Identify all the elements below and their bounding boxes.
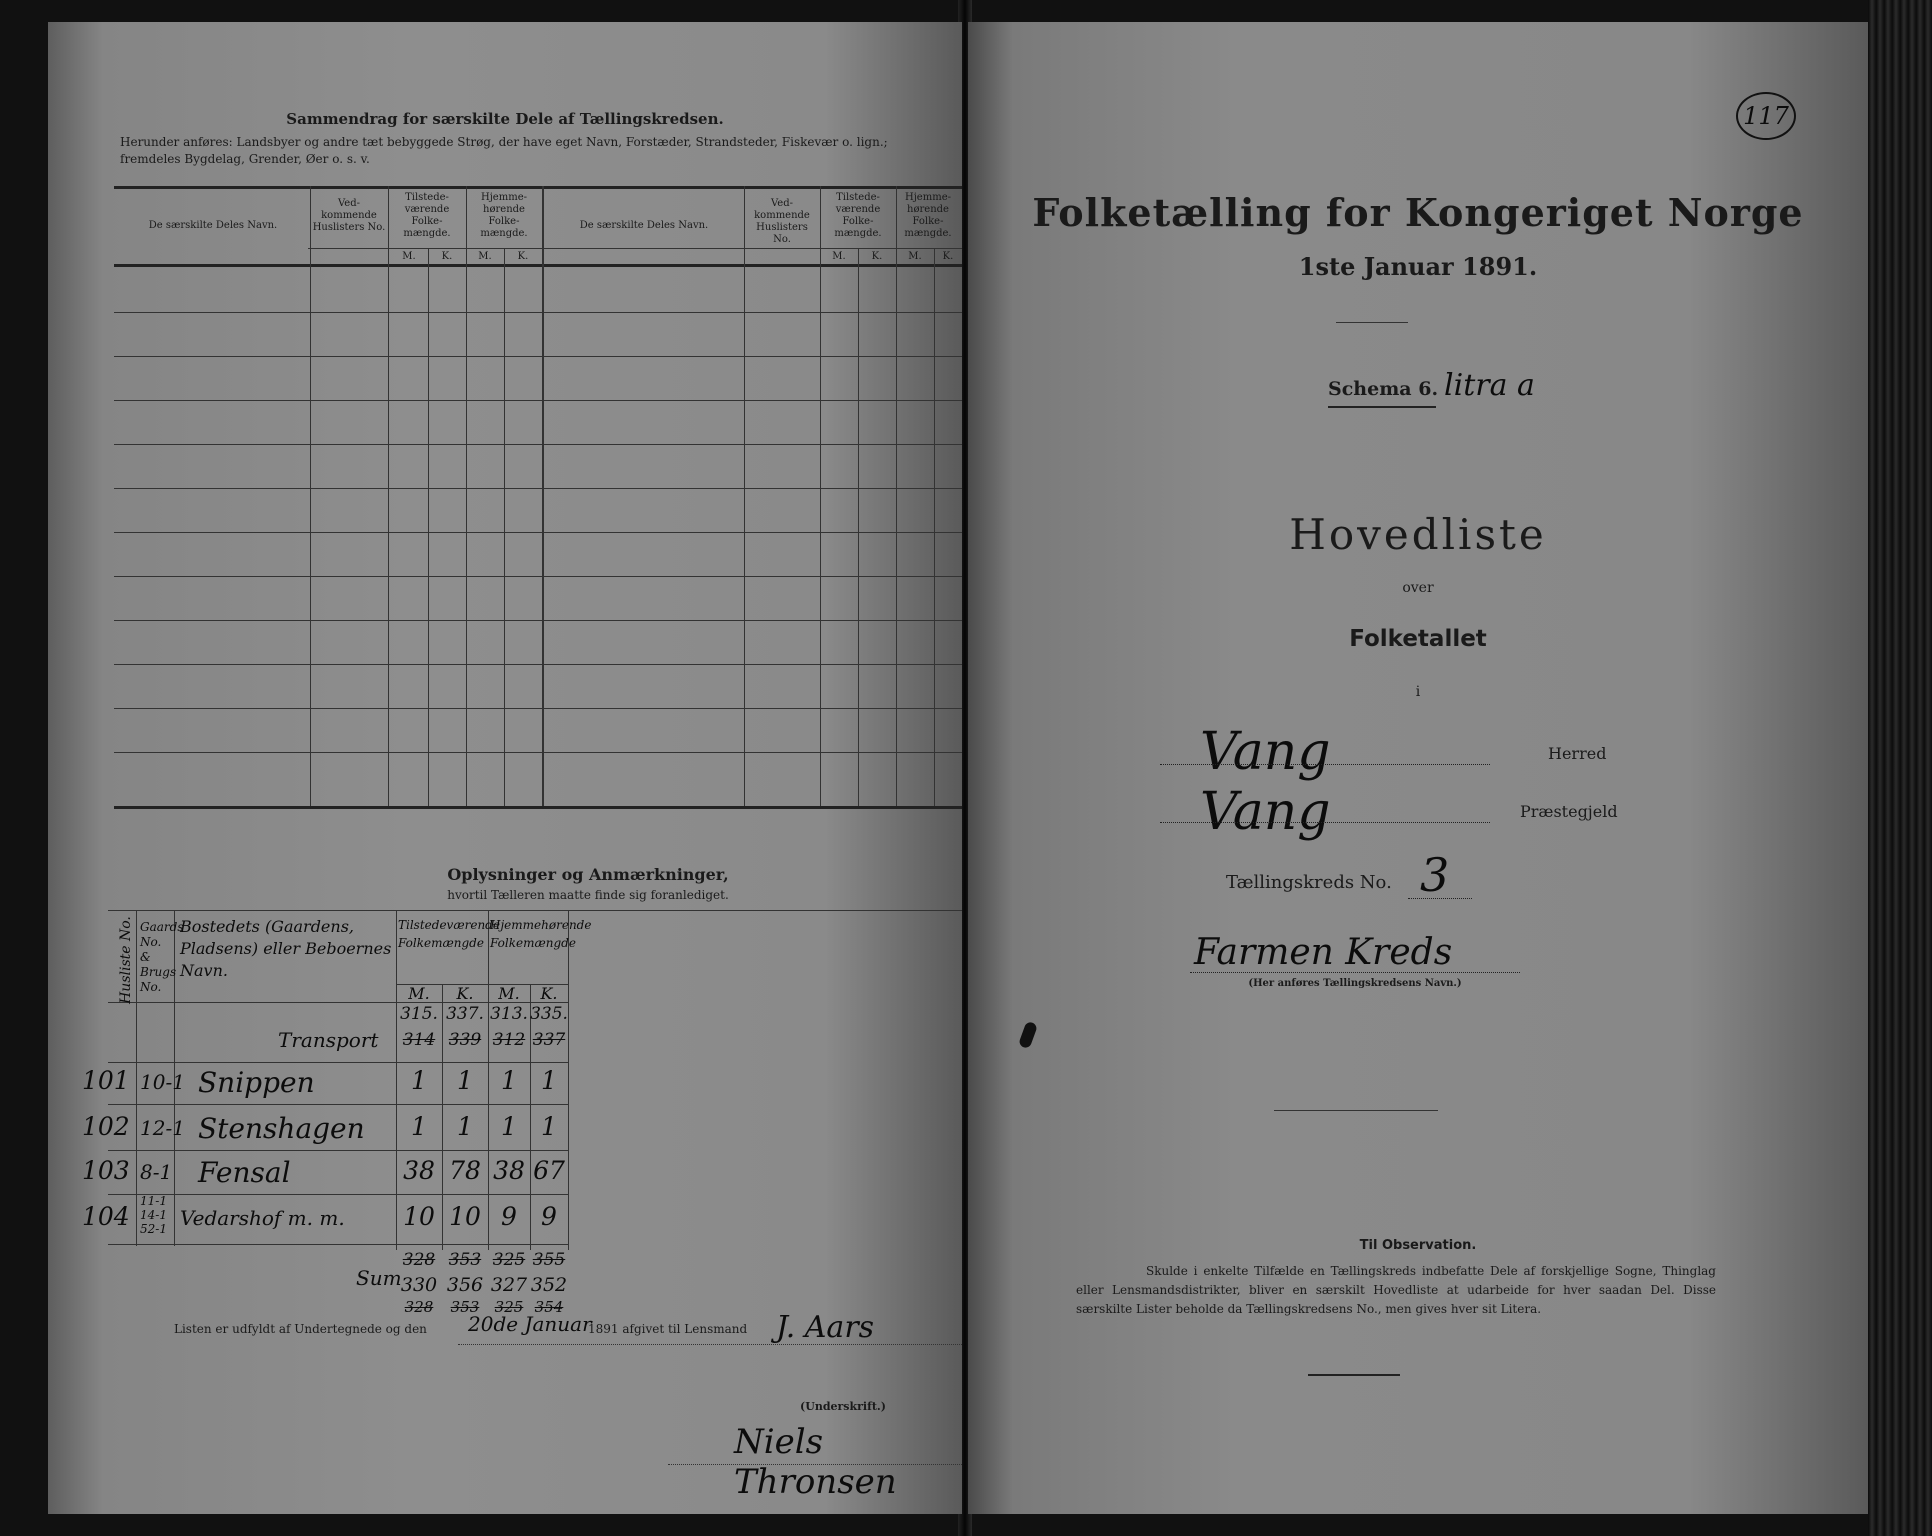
page-number: 117 [1736,92,1796,140]
footer-year: 1891 afgivet til Lensmand [588,1322,748,1336]
schema-label: Schema 6. [1328,378,1439,400]
summary-col-k: K. [441,251,453,262]
row-name: Snippen [198,1066,315,1099]
row-gaard-no: 10-1 [140,1070,185,1094]
left-page [48,22,962,1514]
summary-col-k-2: K. [942,251,954,262]
book-edge [1868,0,1932,1536]
kreds-value: 3 [1420,848,1450,902]
ink-blot-icon [1018,1021,1038,1050]
summary-col-name: De særskilte Deles Navn. [148,220,278,231]
transport-m1: 315. [400,1004,438,1024]
kreds-name-hint: (Her anføres Tællingskredsens Navn.) [1248,978,1462,989]
notes-col-m2: M. [498,984,520,1003]
sum-struck-m2: 325 [494,1298,524,1316]
notes-col-k1: K. [456,984,474,1003]
kreds-name: Farmen Kreds [1194,932,1453,973]
row-husliste-no: 103 [82,1156,130,1185]
notes-title: Oplysninger og Anmærkninger, [447,865,729,884]
row-m1: 10 [403,1202,435,1231]
transport-m2-old: 312 [492,1030,526,1050]
herred-value: Vang [1200,722,1331,782]
notes-col-gaards: Gaards No. & Brugs No. [140,920,184,994]
summary-col-name-2: De særskilte Deles Navn. [579,220,709,231]
row-m2: 1 [501,1066,517,1095]
transport-k1-old: 339 [448,1030,482,1050]
signature: Niels Thronsen [734,1422,897,1502]
sum-old-m1: 328 [402,1250,436,1270]
summary-col-m: M. [478,251,492,262]
sum-new-m2: 327 [490,1274,528,1296]
sum-old-k2: 355 [532,1250,566,1270]
row-m2: 1 [501,1112,517,1141]
row-m2: 9 [501,1202,517,1231]
i-text: i [1415,684,1421,700]
row-k2: 1 [541,1066,557,1095]
right-page [968,22,1868,1514]
summary-col-m: M. [402,251,416,262]
sum-old-m2: 325 [492,1250,526,1270]
row-husliste-no: 101 [82,1066,130,1095]
page-title: Folketælling for Kongeriget Norge [1032,190,1804,235]
row-m2: 38 [493,1156,525,1185]
kreds-label: Tællingskreds No. [1226,872,1392,893]
folketallet-heading: Folketallet [1349,626,1487,652]
herred-label: Herred [1548,744,1607,763]
underskrift-label: (Underskrift.) [800,1400,886,1413]
row-k1: 10 [449,1202,481,1231]
sum-label: Sum [356,1266,402,1290]
notes-col-husliste: Husliste No. [118,916,134,1004]
transport-k1: 337. [446,1004,484,1024]
row-k2: 9 [541,1202,557,1231]
notes-col-m1: M. [408,984,430,1003]
notes-col-k2: K. [540,984,558,1003]
row-m1: 38 [403,1156,435,1185]
litera-value: litra a [1444,368,1535,403]
row-gaard-no: 8-1 [140,1160,173,1184]
summary-col-resident-2: Hjemme-hørende Folke-mængde. [904,192,952,239]
row-husliste-no: 102 [82,1112,130,1141]
row-gaard-no: 12-1 [140,1116,185,1140]
summary-col-m-2: M. [832,251,846,262]
notes-col-resident: Hjemmehørende Folkemængde [490,918,592,950]
summary-col-list-no: Ved-kommende Huslisters No. [312,198,386,233]
row-k1: 1 [457,1066,473,1095]
row-name: Vedarshof m. m. [180,1206,345,1230]
row-m1: 1 [411,1066,427,1095]
row-name: Fensal [198,1156,291,1189]
sum-struck-k1: 353 [450,1298,480,1316]
over-text: over [1402,580,1434,596]
prestegjeld-value: Vang [1200,782,1331,842]
hovedliste-heading: Hovedliste [1289,510,1547,559]
row-name: Stenshagen [198,1112,365,1145]
sum-new-k1: 356 [446,1274,484,1296]
notes-col-name: Bostedets (Gaardens, Pladsens) eller Beboernes Navn. [180,917,392,980]
summary-col-k: K. [517,251,529,262]
sum-struck-m1: 328 [404,1298,434,1316]
notes-subtitle: hvortil Tælleren maatte finde sig foranlediget. [447,888,729,902]
footer-date: 20de Januar [468,1312,592,1336]
census-date: 1ste Januar 1891. [1298,252,1538,281]
transport-m1-old: 314 [402,1030,436,1050]
transport-label: Transport [278,1028,379,1052]
notes-col-present: Tilstedeværende Folkemængde [398,918,500,950]
observation-title: Til Observation. [1359,1238,1477,1253]
summary-col-list-no-2: Ved-kommende Huslisters No. [754,198,810,245]
sum-old-k1: 353 [448,1250,482,1270]
summary-col-present-2: Tilstede-værende Folke-mængde. [834,192,882,239]
sum-new-m1: 330 [400,1274,438,1296]
row-k2: 67 [533,1156,565,1185]
observation-text: Skulde i enkelte Tilfælde en Tællingskreds indbefatte Dele af forskjellige Sogne, Thinglag eller Lensmandsdistrikter, bliver en særskilt Hovedliste at udarbeide for hver saadan Del. Disse særskilte Lister beholde da Tællingskredsens No., men gives hver sit Litera. [1076,1264,1716,1316]
summary-col-resident: Hjemme-hørende Folke-mængde. [480,192,528,239]
summary-col-k-2: K. [871,251,883,262]
transport-k2-old: 337 [532,1030,566,1050]
prestegjeld-label: Præstegjeld [1520,802,1618,821]
row-k1: 78 [449,1156,481,1185]
transport-k2: 335. [530,1004,568,1024]
footer-line: Listen er udfyldt af Undertegnede og den [174,1322,427,1336]
sum-new-k2: 352 [530,1274,568,1296]
row-gaard-no: 11-1 14-1 52-1 [140,1194,167,1236]
footer-lensmand: J. Aars [776,1310,875,1345]
row-husliste-no: 104 [82,1202,130,1231]
summary-col-present: Tilstede-værende Folke-mængde. [403,192,451,239]
row-k2: 1 [541,1112,557,1141]
sum-struck-k2: 354 [534,1298,564,1316]
summary-title: Sammendrag for særskilte Dele af Tællingskredsen. [286,110,724,128]
transport-m2: 313. [490,1004,528,1024]
row-k1: 1 [457,1112,473,1141]
row-m1: 1 [411,1112,427,1141]
summary-col-m-2: M. [908,251,922,262]
summary-intro: Herunder anføres: Landsbyer og andre tæt bebyggede Strøg, der have eget Navn, Forstæder, Strandsteder, Fiskevær o. lign.; fremdeles Bygdelag, Grender, Øer o. s. v. [120,135,888,166]
